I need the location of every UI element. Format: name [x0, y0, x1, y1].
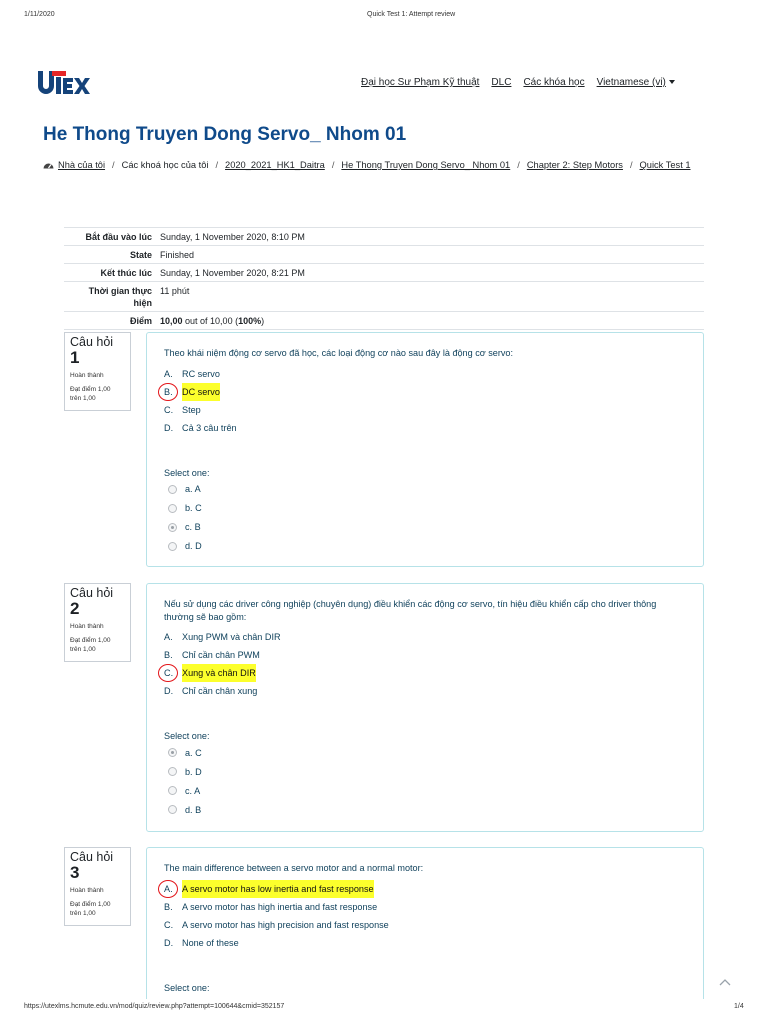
answer-choice[interactable]: d. B — [164, 800, 686, 819]
language-label[interactable]: Vietnamese (vi) — [596, 77, 666, 88]
grade-mid: out of 10,00 ( — [182, 316, 239, 326]
radio-button[interactable] — [168, 542, 177, 551]
nav-university-link[interactable]: Đại học Sư Phạm Kỹ thuật — [361, 77, 480, 88]
summary-value: Sunday, 1 November 2020, 8:10 PM — [160, 232, 305, 242]
summary-row — [64, 282, 704, 312]
answer-choice[interactable]: b. D — [164, 762, 686, 781]
question-number: 2 — [70, 599, 80, 618]
radio-button[interactable] — [168, 504, 177, 513]
summary-row — [64, 228, 704, 246]
grade-score: 10,00 — [160, 316, 183, 326]
highlighted-answer: DC servo — [182, 383, 220, 401]
print-title: Quick Test 1: Attempt review — [367, 11, 456, 18]
question-content — [146, 847, 704, 999]
breadcrumb-separator: / — [629, 160, 633, 170]
scroll-top-icon[interactable] — [719, 978, 731, 986]
question-heading: Câu hỏi 3 — [70, 851, 125, 881]
option-item: B. A servo motor has high inertia and fast response — [164, 901, 378, 912]
question-content — [146, 332, 704, 567]
question-heading: Câu hỏi 1 — [70, 336, 125, 366]
summary-row — [64, 312, 704, 330]
breadcrumb-semester[interactable]: 2020_2021_HK1_Daitra — [225, 160, 325, 170]
question-info — [64, 847, 131, 926]
question-text: Nếu sử dụng các driver công nghiệp (chuyên dụng) điều khiển các động cơ servo, tín hiệu điều khiển cấp cho driver thông thường sẽ bao gồm: — [164, 599, 657, 622]
grade-percent: 100% — [238, 316, 262, 326]
summary-label: Bắt đầu vào lúc — [85, 232, 152, 242]
option-item: C. A servo motor has high precision and fast response — [164, 919, 389, 930]
answer-choice[interactable]: a. C — [164, 743, 686, 762]
highlighted-answer: A servo motor has low inertia and fast response — [182, 880, 374, 898]
grade-label: Điểm — [129, 316, 152, 326]
radio-button-selected[interactable] — [168, 523, 177, 532]
dashboard-icon — [43, 161, 54, 169]
summary-row — [64, 264, 704, 282]
summary-label: State — [129, 250, 152, 260]
chevron-down-icon — [669, 80, 675, 84]
question-grade: Đạt điểm 1,00 trên 1,00 — [70, 386, 111, 402]
breadcrumb-separator: / — [112, 160, 115, 170]
summary-label: Kết thúc lúc — [100, 268, 152, 278]
question-state: Hoàn thành — [70, 887, 104, 894]
answer-choice[interactable]: c. B — [164, 518, 686, 537]
breadcrumb-quiz[interactable]: Quick Test 1 — [639, 160, 691, 170]
breadcrumb-course[interactable]: He Thong Truyen Dong Servo_ Nhom 01 — [341, 160, 511, 170]
question-info — [64, 583, 131, 662]
option-item: B. Chỉ cần chân PWM — [164, 650, 260, 660]
summary-value: Finished — [160, 250, 195, 260]
select-one-label: Select one: — [164, 731, 210, 741]
option-item: A. RC servo — [164, 368, 220, 379]
breadcrumb-separator: / — [517, 160, 520, 170]
answer-choice[interactable]: b. C — [164, 499, 686, 518]
select-one-label: Select one: — [164, 467, 210, 478]
option-item: C. Step — [164, 404, 201, 415]
print-date: 1/11/2020 — [24, 11, 55, 18]
language-menu[interactable] — [597, 77, 675, 88]
answer-choice[interactable]: c. A — [164, 781, 686, 800]
nav-dlc-link[interactable]: DLC — [491, 77, 512, 88]
question-grade: Đạt điểm 1,00 trên 1,00 — [70, 637, 111, 653]
option-item: B. DC servo — [164, 383, 686, 401]
breadcrumb-home[interactable]: Nhà của tôi — [58, 160, 106, 170]
print-url: https://utexlms.hcmute.edu.vn/mod/quiz/review.php?attempt=100644&cmid=352157 — [24, 1003, 285, 1010]
top-navigation — [361, 77, 675, 88]
question-number: 1 — [70, 348, 80, 367]
red-circle-mark — [158, 664, 178, 682]
question-info — [64, 332, 131, 411]
question-text: Theo khái niệm động cơ servo đã học, các loại động cơ nào sau đây là động cơ servo: — [164, 348, 514, 358]
summary-label: Thời gian thực hiện — [88, 286, 152, 308]
grade-value — [158, 312, 704, 330]
option-item: A. Xung PWM và chân DIR — [164, 632, 281, 642]
question-grade: Đạt điểm 1,00 trên 1,00 — [70, 901, 111, 917]
grade-end: ) — [261, 316, 265, 326]
breadcrumb — [43, 160, 691, 170]
option-item: D. Cả 3 câu trên — [164, 422, 237, 433]
print-page-number: 1/4 — [734, 1003, 744, 1010]
question-state: Hoàn thành — [70, 623, 104, 630]
nav-courses-link[interactable]: Các khóa học — [523, 77, 585, 88]
option-item: C. Xung và chân DIR — [164, 664, 686, 682]
page-title: He Thong Truyen Dong Servo_ Nhom 01 — [43, 124, 407, 145]
radio-button[interactable] — [168, 786, 177, 795]
answer-choice[interactable]: a. A — [164, 480, 686, 499]
option-item: D. Chỉ cần chân xung — [164, 686, 258, 696]
attempt-summary-table — [64, 227, 704, 330]
question-content — [146, 583, 704, 832]
radio-button-selected[interactable] — [168, 748, 177, 757]
select-one-label: Select one: — [164, 982, 210, 993]
radio-button[interactable] — [168, 805, 177, 814]
breadcrumb-separator: / — [331, 160, 335, 170]
summary-value: 11 phút — [160, 286, 190, 296]
breadcrumb-separator: / — [215, 160, 219, 170]
radio-button[interactable] — [168, 767, 177, 776]
question-state: Hoàn thành — [70, 372, 104, 379]
breadcrumb-my-courses: Các khoá học của tôi — [121, 160, 209, 170]
question-text: The main difference between a servo motor and a normal motor: — [164, 863, 424, 873]
red-circle-mark — [158, 880, 178, 898]
answer-choice[interactable]: d. D — [164, 537, 686, 556]
red-circle-mark — [158, 383, 178, 401]
summary-value: Sunday, 1 November 2020, 8:21 PM — [160, 268, 305, 278]
option-item: D. None of these — [164, 937, 239, 948]
highlighted-answer: Xung và chân DIR — [182, 664, 256, 682]
option-item: A. A servo motor has low inertia and fast response — [164, 880, 686, 898]
utex-logo[interactable] — [36, 68, 96, 98]
summary-row — [64, 246, 704, 264]
radio-button[interactable] — [168, 485, 177, 494]
question-heading: Câu hỏi 2 — [70, 587, 125, 617]
question-number: 3 — [70, 863, 80, 882]
breadcrumb-chapter[interactable]: Chapter 2: Step Motors — [526, 160, 623, 170]
